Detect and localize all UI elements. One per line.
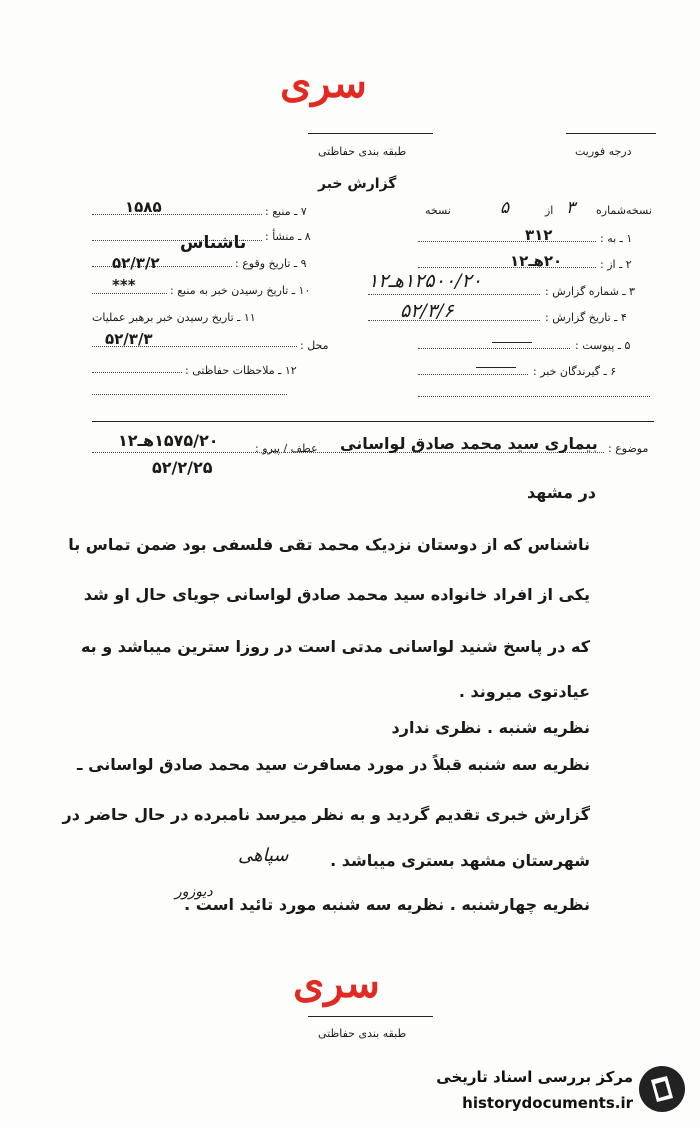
subject-place: در مشهد	[527, 483, 596, 502]
body-line-1: ناشناس که از دوستان نزدیک محمد تقی فلسفی بود ضمن تماس با	[68, 535, 590, 554]
field-source-date-value: ***	[112, 276, 136, 294]
archive-logo-icon	[637, 1064, 687, 1114]
archive-logo	[405, 1060, 695, 1120]
body-line-6-rest: در مورد مسافرت سید محمد صادق لواسانی ـ	[77, 755, 428, 774]
body-line-2: یکی از افراد خانواده سید محمد صادق لواسانی جویای حال او شد	[83, 585, 590, 604]
subject-ref-label: عطف / پیرو :	[255, 442, 318, 455]
copy-number-value: ۳	[566, 198, 576, 218]
field-event-date-value: ۵۲/۳/۲	[112, 254, 160, 272]
field-ops-date-label: ۱۱ ـ تاریخ رسیدن خبر برهبر عملیات	[92, 311, 256, 324]
secret-stamp-top: سری	[280, 60, 367, 107]
body-line-5: نظریه شنبه . نظری ندارد	[391, 718, 590, 737]
body-line-7: گزارش خبری تقدیم گردید و به نظر میرسد نامبرده در حال حاضر در	[62, 805, 590, 824]
body-line-9: نظریه چهارشنبه . نظریه سه شنبه مورد تائید است .	[184, 895, 590, 914]
section-divider	[92, 421, 654, 422]
report-title: گزارش خبر	[318, 176, 397, 192]
field-from-label: ۲ ـ از :	[600, 258, 632, 271]
urgency-label: درجه فوریت	[575, 145, 632, 158]
field-report-number-label: ۳ ـ شماره گزارش :	[545, 285, 635, 298]
body-line-4: عیادتوی میروند .	[458, 682, 590, 701]
field-origin-value: ناشناس	[180, 233, 247, 253]
field-report-number-value: ۱۲۵۰۰/۲۰هـ۱۲	[368, 270, 482, 292]
body-line-3: که در پاسخ شنید لواسانی مدتی است در روزا سترین میباشد و به	[80, 637, 590, 656]
urgency-rule	[566, 133, 656, 134]
copy-unit-label: نسخه	[425, 204, 451, 217]
field-place-value: ۵۲/۳/۳	[105, 330, 153, 348]
body-line-6-start: نظریه سه شنبه قبلاً	[432, 755, 590, 774]
body-line-6	[77, 755, 590, 774]
field-origin-label: ۸ ـ منشأ :	[265, 230, 311, 243]
copy-of-label: از	[545, 204, 554, 217]
field-source-value: ۱۵۸۵	[125, 198, 162, 216]
secret-stamp-bottom: سری	[293, 960, 380, 1007]
logo-name: مرکز بررسی اسناد تاریخی	[436, 1068, 633, 1086]
subject-text: بیماری سید محمد صادق لواسانی	[340, 434, 598, 453]
field-from-value: ۲۰هـ۱۲	[510, 252, 563, 270]
field-event-date-label: ۹ ـ تاریخ وقوع :	[235, 257, 307, 270]
classification-label: طبقه بندی حفاظتی	[318, 145, 407, 158]
subject-ref-date: ۵۲/۲/۲۵	[152, 458, 213, 477]
field-report-date-label: ۴ ـ تاریخ گزارش :	[545, 311, 627, 324]
subject-label: موضوع :	[608, 442, 649, 455]
signature-1: سپاهی	[238, 845, 289, 866]
field-security-notes-label: ۱۲ ـ ملاحظات حفاظتی :	[185, 364, 297, 377]
copy-number-label: نسخه‌شماره	[596, 204, 652, 217]
footer-classification-label: طبقه بندی حفاظتی	[318, 1027, 407, 1040]
field-source-date-label: ۱۰ ـ تاریخ رسیدن خبر به منبع :	[170, 284, 311, 297]
field-place-label: محل :	[300, 339, 329, 352]
signature-2: دیوزور	[175, 884, 213, 900]
field-report-date-value: ۵۲/۳/۶	[400, 300, 454, 322]
copy-total-value: ۵	[500, 198, 510, 218]
field-recipients-label: ۶ ـ گیرندگان خبر :	[533, 365, 617, 378]
field-source-label: ۷ ـ منبع :	[265, 205, 307, 218]
subject-ref-number: ۱۵۷۵/۲۰هـ۱۲	[118, 431, 219, 450]
body-line-8: شهرستان مشهد بستری میباشد .	[330, 851, 590, 870]
field-attachment-label: ۵ ـ پیوست :	[575, 339, 631, 352]
classification-rule	[308, 133, 433, 134]
logo-url: historydocuments.ir	[462, 1094, 633, 1112]
field-to-value: ۳۱۲	[525, 226, 553, 244]
field-to-label: ۱ ـ به :	[600, 232, 633, 245]
